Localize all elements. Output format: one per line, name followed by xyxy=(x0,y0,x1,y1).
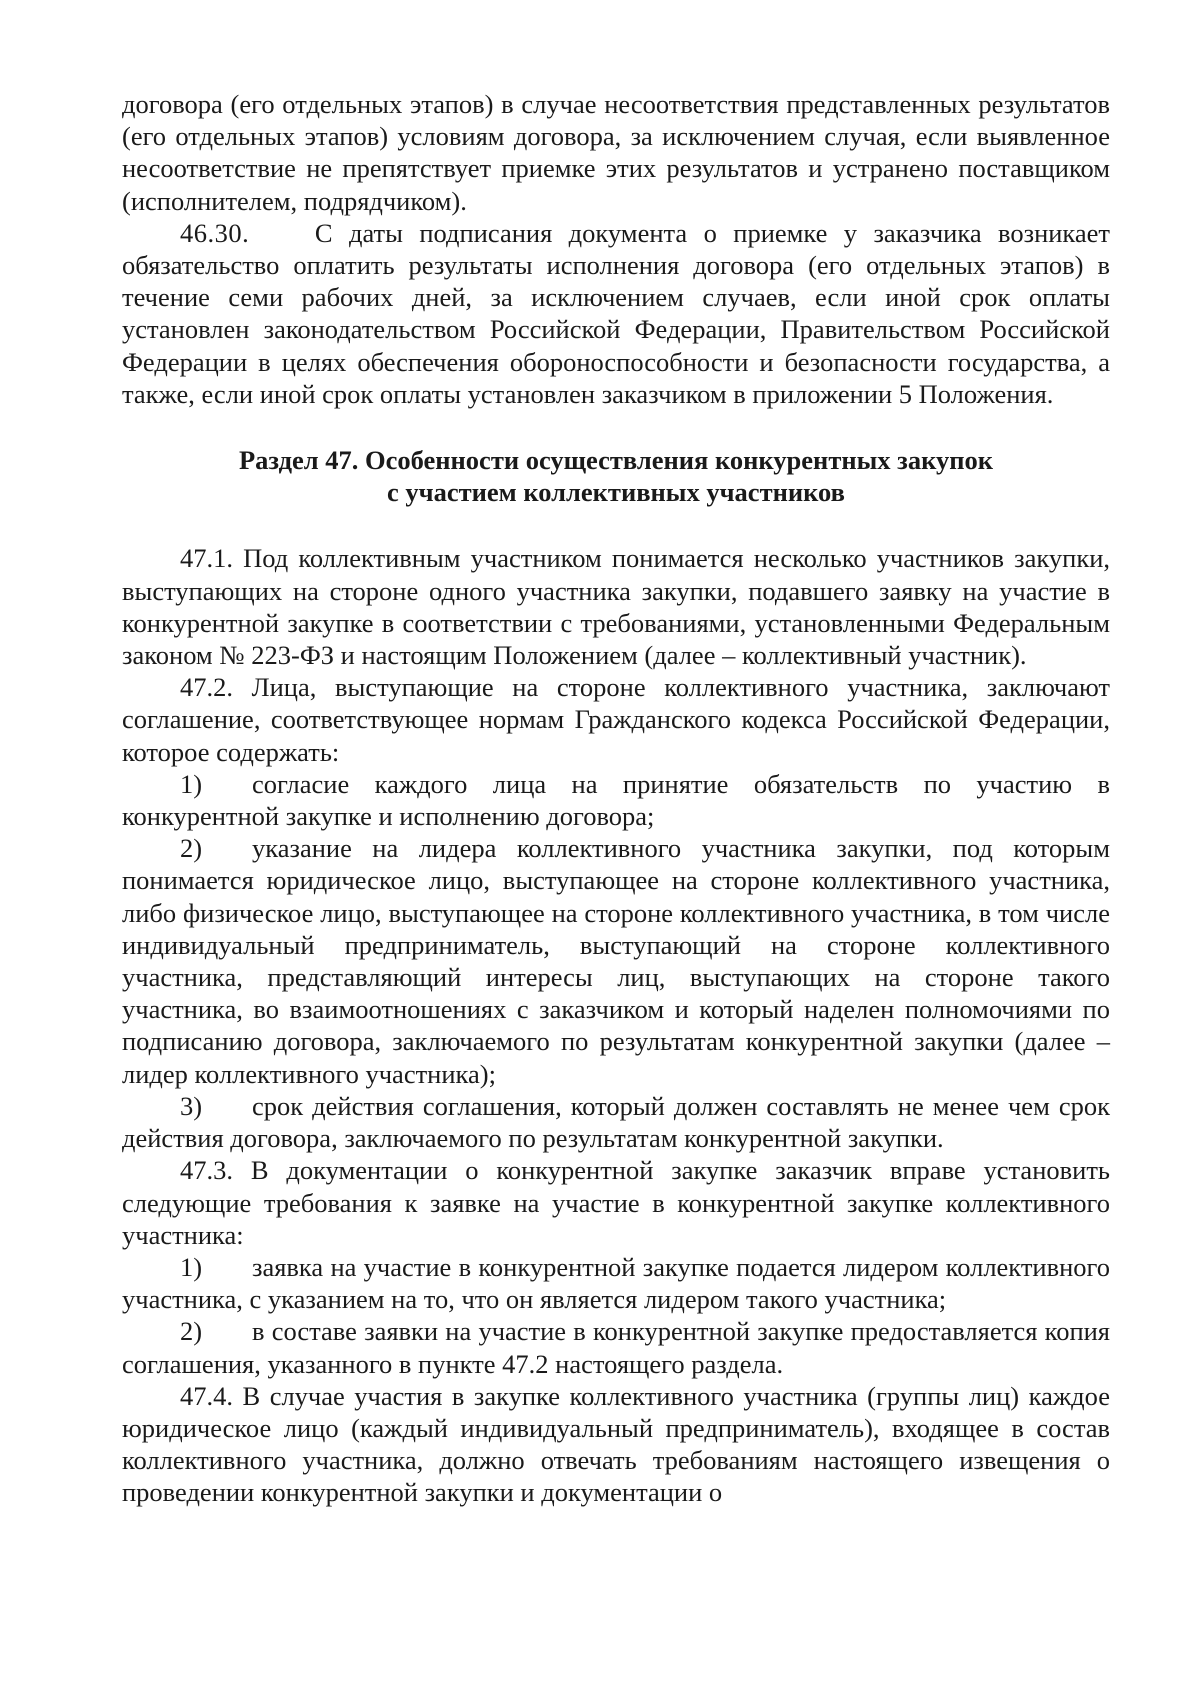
list-item-text: в составе заявки на участие в конкурентной закупке предоставляется копия соглашения, указанного в пункте 47.2 настоящего раздела. xyxy=(122,1316,1110,1379)
section-title-line-2: с участием коллективных участников xyxy=(387,477,845,508)
paragraph-46-30 xyxy=(122,217,1110,410)
list-item-number: 1) xyxy=(180,1251,203,1282)
list-item xyxy=(122,1315,1110,1379)
paragraph-47-1: 47.1. Под коллективным участником понимается несколько участников закупки, выступающих на стороне одного участника закупки, подавшего заявку на участие в конкурентной закупке в соответствии с требованиями, установленными Федеральным законом № 223-ФЗ и настоящим Положением (далее – коллективный участник). xyxy=(122,543,1110,671)
paragraph-continuation: договора (его отдельных этапов) в случае несоответствия представленных результатов (его отдельных этапов) условиям договора, за исключением случая, если выявленное несоответствие не препятствует приемке этих результатов и устранено поставщиком (исполнителем, подрядчиком). xyxy=(122,89,1110,216)
paragraph-number: 46.30. xyxy=(180,217,250,248)
paragraph-text: С даты подписания документа о приемке у заказчика возникает обязательство оплатить результаты исполнения договора (его отдельных этапов) в течение семи рабочих дней, за исключением случаев, если иной срок оплаты установлен законодательством Российской Федерации, Правительством Российской Федерации в целях обеспечения обороноспособности и безопасности государства, а также, если иной срок оплаты установлен заказчиком в приложении 5 Положения. xyxy=(122,217,1111,409)
list-item xyxy=(122,832,1110,1090)
list-item xyxy=(122,768,1110,832)
list-item-text: согласие каждого лица на принятие обязательств по участию в конкурентной закупке и исполнению договора; xyxy=(122,768,1110,832)
paragraph-47-3: 47.3. В документации о конкурентной закупке заказчик вправе установить следующие требования к заявке на участие в конкурентной закупке коллективного участника: xyxy=(122,1155,1110,1250)
list-item xyxy=(122,1090,1110,1154)
paragraph-47-4: 47.4. В случае участия в закупке коллективного участника (группы лиц) каждое юридическое лицо (каждый индивидуальный предприниматель), входящее в состав коллективного участника, должно отвечать требованиям настоящего извещения о проведении конкурентной закупки и документации о xyxy=(122,1380,1110,1508)
list-item-number: 2) xyxy=(180,1316,203,1347)
list-item-text: указание на лидера коллективного участника закупки, под которым понимается юридическое лицо, выступающее на стороне коллективного участника, либо физическое лицо, выступающее на стороне коллективного участника, в том числе индивидуальный предприниматель, выступающий на стороне коллективного участника, представляющий интересы лиц, выступающих на стороне такого участника, во взаимоотношениях с заказчиком и который наделен полномочиями по подписанию договора, заключаемого по результатам конкурентной закупки (далее – лидер коллективного участника); xyxy=(122,833,1110,1089)
list-item-text: срок действия соглашения, который должен составлять не менее чем срок действия договора, заключаемого по результатам конкурентной закупки. xyxy=(122,1090,1110,1154)
section-title-line-1: Раздел 47. Особенности осуществления конкурентных закупок xyxy=(238,445,994,476)
list-item xyxy=(122,1251,1110,1315)
list-item-number: 2) xyxy=(180,833,203,864)
document-body xyxy=(122,88,1110,1509)
list-item-number: 3) xyxy=(180,1090,203,1121)
list-item-text: заявка на участие в конкурентной закупке подается лидером коллективного участника, с указанием на то, что он является лидером такого участника; xyxy=(122,1251,1110,1315)
paragraph-47-2: 47.2. Лица, выступающие на стороне коллективного участника, заключают соглашение, соответствующее нормам Гражданского кодекса Российской Федерации, которое содержать: xyxy=(122,672,1110,767)
list-item-number: 1) xyxy=(180,768,203,799)
section-title xyxy=(122,444,1110,508)
